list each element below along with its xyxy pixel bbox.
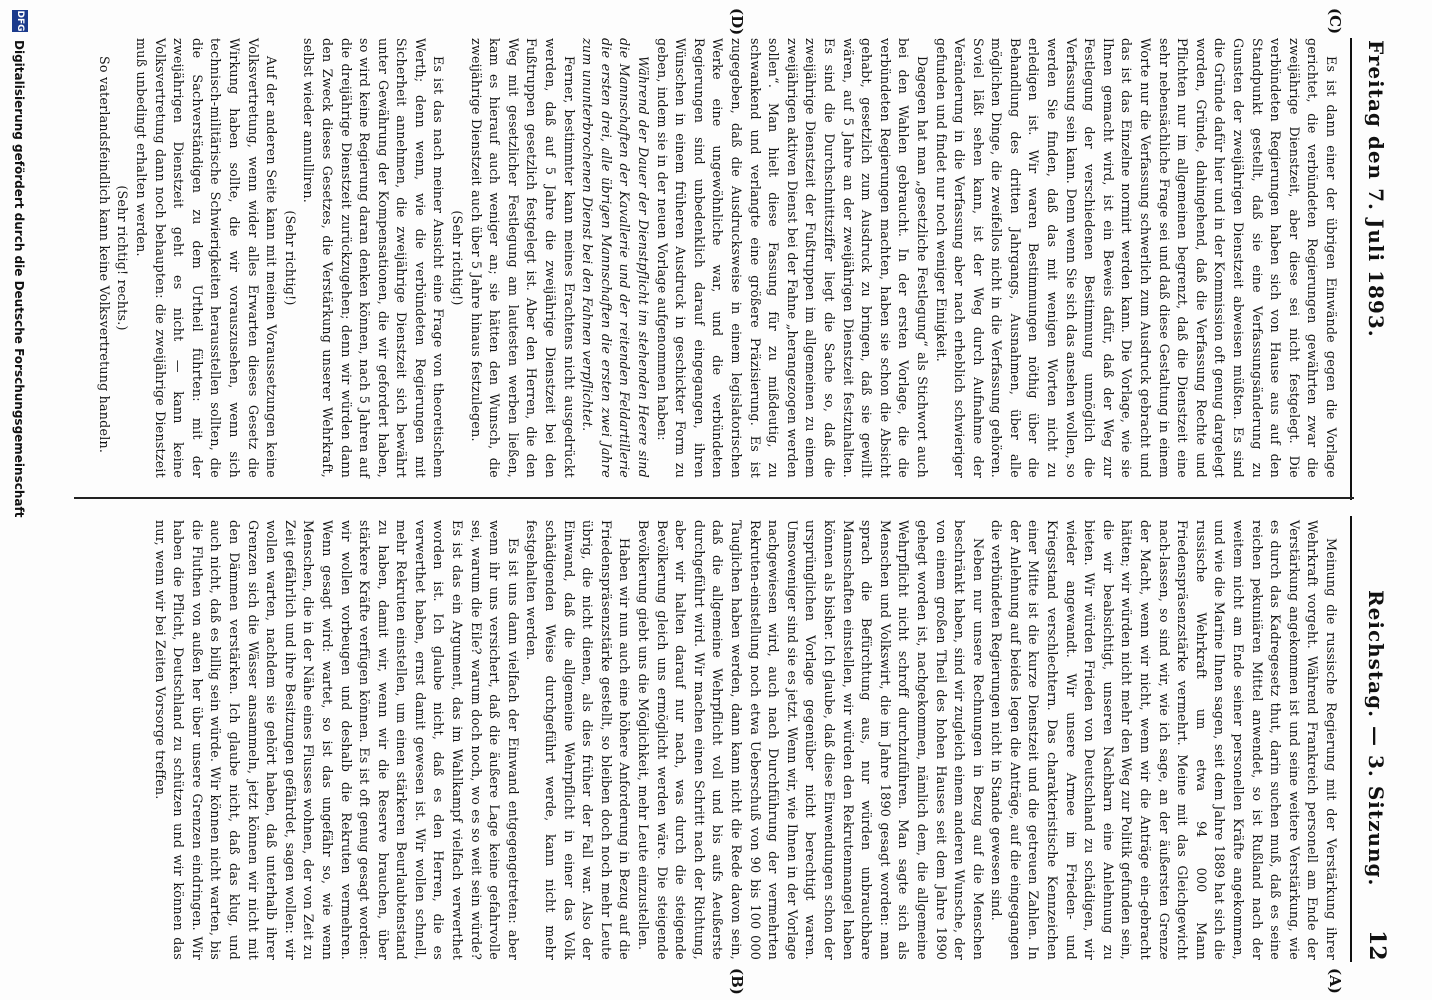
- header-rule-left: [1350, 516, 1352, 962]
- session-title: Reichstag. — 3. Sitzung.: [1364, 590, 1388, 887]
- dfg-logo: DFG: [12, 10, 28, 32]
- digitization-footer: [8, 0, 28, 1000]
- header-rule-right: [1350, 38, 1352, 500]
- left-paragraph: Es ist uns dann vielfach der Einwand entgegengetreten: aber wenn ihr uns versichert, daß die äußere Lage keine gefahrvolle sei, warum die Eile? warum doch noch, wo es so weit sein würde? Es ist das ein Argument, das im Wahlkampf vielfach verwerthet worden ist. Ich glaube nicht, daß es den Herren, die es verwerthet haben, ernst damit gewesen ist. Wir wollen schnell, mehr Rekruten einstellen, um einen stärkeren Beurlaubtenstand zu haben, damit wir, wenn wir die Reserve brauchen, über stärkere Kräfte verfügen können. Es ist oft genug gesagt worden: wir wollen vorbeugen und deshalb die Rekruten vermehren. Wenn gesagt wird: wartet, so ist das ungefähr so, wie wenn Menschen, die in der Nähe eines Flusses wohnen, der von Zeit zu Zeit gefährlich und ihre Besitzungen gefährdet, sagen wollen: wir wollen warten, nachdem sie gehört haben, daß unterhalb ihrer Grenzen sich die Wässer ansammeln, jetzt können wir nicht mit den Dämmen verstärken. Ich glaube nicht, daß das klug, und auch nicht, daß es billig sein würde. Wir können nicht warten, bis die Fluthen von außen her über unsere Grenzen eindringen. Wir haben die Pflicht, Deutschland zu schützen und wir können das nur, wenn wir bei Zeiten Vorsorge treffen.: [152, 520, 521, 960]
- column-divider: [74, 497, 1354, 499]
- left-paragraph: Meinung die russische Regierung mit der Verstärkung ihrer Wehrkraft vorgeht. Während Frankreich personell am Ende der Verstärkung angekommen ist und seine weitere Verstärkung, wie es durch das Kadregesetz thut, darin suchen muß, daß es seine reichen pekuniären Mittel anwendet, so ist Rußland nach der weitem nicht am Ende seiner personellen Kräfte angekommen, und wie die Marine Ihnen sagen, seit dem Jahre 1889 hat sich die russische Wehrkraft um etwa 94 000 Mann Friedenspräsenzstärke vermehrt. Meine mit das Gleichgewicht nach-lassen, so sind wir, wie ich sage, an der äußersten Grenze der Macht, wenn wir nicht, wenn wir die Anträge ein-gebracht hätten; wir würden nicht mehr den Weg zur Politik gefunden sein, die wir beabsichtigt, unseren Nachbarn eine Anlehnung zu bieten. Wir würden Frieden von Deutschland zu schädigen, wir wieder angewandt. Wir unsere Armee im Frieden- und Kriegsstand verschlechtern. Das charakteristische Kennzeichen einer Mitte ist die kurze Dienstzeit und die getreuen Zahlen. In der Anlehnung auf beides legen die Anträge, auf die eingegangen die verbündeten Regierungen nicht in Stande gewesen sind.: [989, 520, 1339, 960]
- left-paragraph: Neben nur unsere Rechnungen in Bezug auf die Menschen beschränkt haben, sind wir zugleich einem anderen Wunsche, der von einem großen Theil des hohen Hauses seit dem Jahre 1890 gehegt worden ist, nachgekommen, nämlich dem, die allgemeine Wehrpflicht nicht schroff durchzuführen. Man sagte sich als Menschen und Volkswirt, die im Jahre 1890 gesagt worden: man sprach die Befürchtung aus, nur würden unbrauchbare Mannschaften einstellen, wir würden den Rekrutenmangel haben können als bisher. Ich glaube, daß diese Einwendungen schon der ursprünglichen Vorlage gegenüber nicht berechtigt waren. Umsoweniger sind sie es jetzt. Wenn wir, wie Ihnen in der Vorlage nachgewiesen wird, auch nach Durchführung der vermehrten Rekruten-einstellung noch etwa Ueberschuß von 90 bis 100 000 Tauglichen haben werden, dann kann nicht die Rede davon sein, daß die allgemeine Wehrpflicht voll und bis aufs Aeußerste durchgeführt wird. Wir machen einen Schritt nach der Richtung, aber wir halten darauf nur nach, was durch die steigende Bevölkerung gleich uns ermöglicht werden wäre. Die steigende Bevölkerung giebt uns die Möglichkeit, mehr Leute einzustellen.: [636, 520, 986, 960]
- margin-marker-d: (D): [728, 8, 746, 36]
- interjection: (Sehr richtig!): [450, 210, 466, 306]
- page-number: 12: [1364, 930, 1390, 961]
- right-paragraph: So vaterlandsfeindlich kann keine Volksvertretung handeln.: [96, 56, 112, 454]
- page-header: [1358, 0, 1390, 1000]
- left-paragraph: Haben wir nun auch eine höhere Anforderung in Bezug auf die Friedenspräsenzstärke gestellt, so bleiben doch noch mehr Leute übrig, die nicht dienen, als dies früher der Fall war. Also der Einwand, daß die allgemeine Wehrpflicht in einer das Volk schädigenden Weise durchgeführt werde, kann nicht mehr festgehalten werden.: [524, 520, 633, 960]
- margin-marker-c: (C): [1326, 8, 1344, 35]
- right-paragraph: Es ist das nach meiner Ansicht eine Frage von theoretischem Werth; denn wenn, wie die verbündeten Regierungen mit Sicherheit annehmen, die zweijährige Dienstzeit sich bewährt unter Gewährung der Kompensationen, die wir gefordert haben, so wird keine Regierung daran denken können, nach 5 Jahren auf die dreijährige Dienstzeit zurückzugehen; denn wir würden dann den Zweck dieses Gesetzes, die Verstärkung unserer Wehrkraft, selbst wieder annulliren.: [301, 38, 447, 478]
- footer-text: Digitalisierung gefördert durch die Deutsche Forschungsgemeinschaft: [12, 40, 26, 518]
- interjection: (Sehr richtig!): [282, 210, 298, 306]
- margin-marker-b: (B): [728, 968, 746, 995]
- right-text-column: [80, 38, 1340, 478]
- interjection: (Sehr richtig! rechts.): [115, 185, 131, 331]
- right-paragraph: Auf der anderen Seite kann mit meinen Voraussetzungen keine Volksvertretung, wenn wider alles Erwarten dieses Gesetz die Wirkung haben sollte, die wir vorauszusehen, wenn sich technisch-militärische Schwierigkeiten herausstellen sollten, die die Sachverständigen zu dem Urtheil führten: mit der zweijährigen Dienstzeit geht es nicht — kann keine Volksvertretung dann noch behaupten: die zweijährige Dienstzeit muß unbedingt erhalten werden.: [134, 38, 280, 478]
- session-date: Freitag den 7. Juli 1893.: [1364, 40, 1388, 338]
- right-paragraph: Dagegen hat man „gesetzliche Festlegung“ als Stichwort auch bei den Wahlen gebraucht. In der ersten Vorlage, die die verbündeten Regierungen machten, haben sie schon die Absicht gehabt, gesetzlich zum Ausdruck zu bringen, daß sie gewillt wären, auf 5 Jahre an der zweijährigen Dienstzeit festzuhalten. Es sind die Durchschnittsziffer liegt die Sache so, daß die zweijährige Dienstzeit der Fußtruppen im allgemeinen zu einem zweijährigen aktiven Dienst bei der Fahne „herangezogen werden sollen“. Man hielt diese Fassung für zu mißdeutig, zu schwankend und verlangte eine größere Präzisierung. Es ist zugegeben, daß die Ausdrucksweise in einem legislatorischen Werke eine ungewöhnliche war, und die verbündeten Regierungen sind unbedenklich darauf eingegangen, ihren Wünschen in einem früheren Ausdruck in geschickter Form zu geben, indem sie in der neuen Vorlage aufgenommen haben:: [654, 38, 930, 478]
- margin-marker-a: (A): [1326, 968, 1344, 994]
- right-paragraph: Ferner, bestimmter kann meines Erachtens nicht ausgedrückt werden, daß auf 5 Jahre die zweijährige Dienstzeit bei den Fußtruppen gesetzlich festgelegt ist. Aber den Herren, die den Weg mit gesetzlicher Festlegung am lautesten werben ließen, kam es hierauf auch weniger an; sie hätten den Wunsch, die zweijährige Dienstzeit auch über 5 Jahre hinaus festzulegen.: [468, 38, 577, 478]
- quoted-paragraph: Während der Dauer der Dienstpflicht im stehenden Heere sind die Mannschaften der Kavallerie und der reitenden Feldartillerie die ersten drei, alle übrigen Mannschaften die ersten zwei Jahre zum ununterbrochenen Dienst bei den Fahnen verpflichtet.: [580, 38, 652, 478]
- left-text-column: [80, 520, 1340, 960]
- right-paragraph: Es ist dann einer der übrigen Einwände gegen die Vorlage gerichtet, die verbündeten Regierungen gewährten zwar die zweijährige Dienstzeit, aber diese sei nicht festgelegt. Die verbündeten Regierungen haben sich von Hause aus auf den Standpunkt gestellt, daß sie eine Verfassungsänderung zu Gunsten der zweijährigen Dienstzeit abweisen müßten. Es sind die Gründe dafür hier und in der Kommission oft genug dargelegt worden, Gründe, dahingehend, daß die Verfassung Rechte und Pflichten nur im allgemeinen begrenzt, daß die Dienstzeit eine sehr nebensächliche Frage sei und daß diese Gestaltung in einem Worte nur die Verfassung schwerlich zum Ausdruck gebracht und das ist das Einzelne normirt werden kann. Die Vorlage, wie sie Ihnen gemacht wird, ist ein Beweis dafür, daß der Weg zur Festlegung der verschiedenen Bestimmung unmöglich die Verfassung sein kann. Denn wenn Sie sich das ansehen wollen, so werden Sie finden, daß das mit wenigen Worten nicht zu erledigen ist. Wir waren Bestimmungen nöthig über die Behandlung des dritten Jahrgangs, Ausnahmen, über alle möglichen Dinge, die zweifellos nicht in die Verfassung gehören. Soviel läßt sehen kann, ist der Weg durch Aufnahme der Veränderung in die Verfassung aber nach erheblich schwieriger gefunden und findet nur noch weniger Einigkeit.: [933, 38, 1339, 478]
